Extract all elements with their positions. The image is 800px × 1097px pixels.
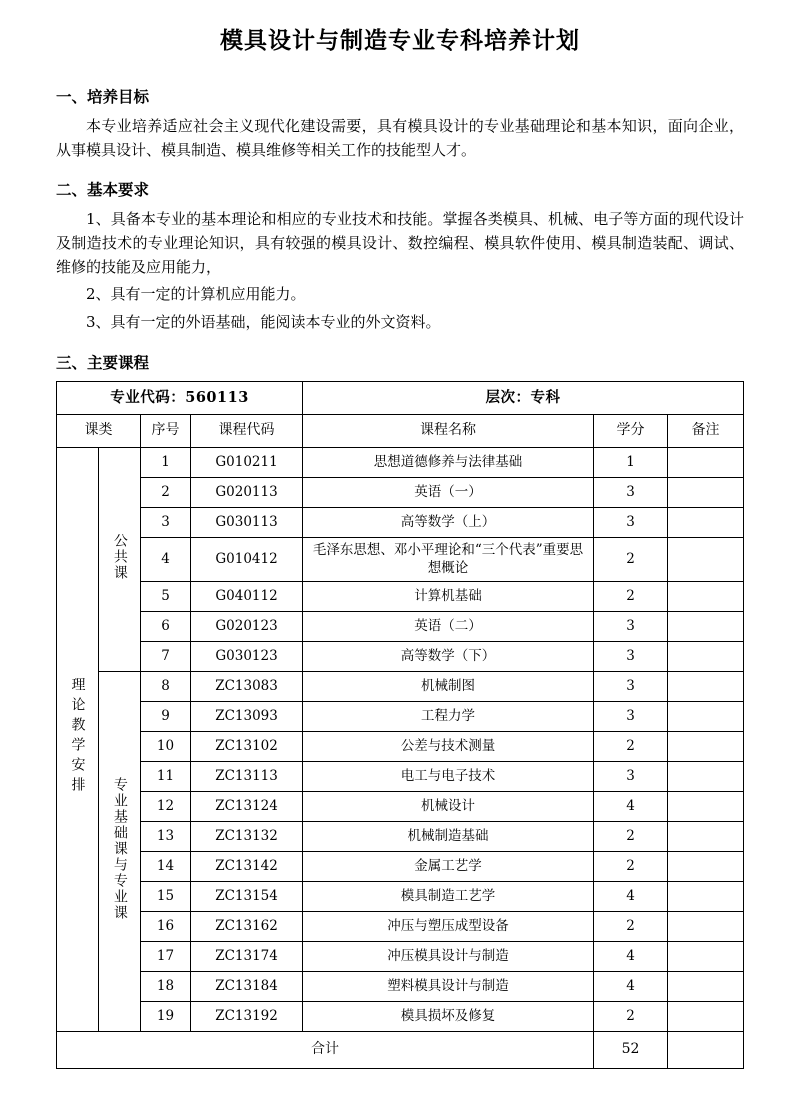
group-label-cell: [57, 447, 99, 1031]
row-name: 机械制图: [303, 671, 594, 701]
table-row: [57, 761, 744, 791]
row-credit: 2: [594, 851, 668, 881]
row-no: 8: [141, 671, 191, 701]
level-value: 专科: [530, 389, 561, 407]
row-name: 英语（二）: [303, 611, 594, 641]
row-note: [668, 941, 744, 971]
table-row: [57, 731, 744, 761]
table-total-row: [57, 1031, 744, 1068]
table-row: [57, 851, 744, 881]
section-paragraph-goals: 本专业培养适应社会主义现代化建设需要，具有模具设计的专业基础理论和基本知识，面向企业，从事模具设计、模具制造、模具维修等相关工作的技能型人才。: [56, 117, 744, 159]
row-no: 5: [141, 581, 191, 611]
header-course-code: 课程代码: [191, 414, 303, 447]
row-note: [668, 1001, 744, 1031]
table-row: [57, 477, 744, 507]
table-row: [57, 941, 744, 971]
row-credit: 4: [594, 941, 668, 971]
header-no: 序号: [141, 414, 191, 447]
row-credit: 3: [594, 671, 668, 701]
table-row: [57, 671, 744, 701]
row-code: G030123: [191, 641, 303, 671]
row-name: 金属工艺学: [303, 851, 594, 881]
row-code: ZC13113: [191, 761, 303, 791]
row-no: 17: [141, 941, 191, 971]
row-no: 12: [141, 791, 191, 821]
row-code: ZC13093: [191, 701, 303, 731]
table-row: [57, 1001, 744, 1031]
row-credit: 2: [594, 911, 668, 941]
row-name: 工程力学: [303, 701, 594, 731]
row-no: 1: [141, 447, 191, 477]
row-note: [668, 671, 744, 701]
subgroup-label-cell-public: [99, 447, 141, 671]
table-row: [57, 581, 744, 611]
row-note: [668, 881, 744, 911]
row-credit: 2: [594, 581, 668, 611]
header-note: 备注: [668, 414, 744, 447]
table-row: [57, 791, 744, 821]
row-name: 模具制造工艺学: [303, 881, 594, 911]
table-row: [57, 911, 744, 941]
row-credit: 3: [594, 477, 668, 507]
row-note: [668, 701, 744, 731]
row-name: 机械制造基础: [303, 821, 594, 851]
row-no: 9: [141, 701, 191, 731]
row-credit: 3: [594, 761, 668, 791]
table-row: [57, 881, 744, 911]
row-credit: 4: [594, 791, 668, 821]
row-note: [668, 641, 744, 671]
row-note: [668, 971, 744, 1001]
row-code: ZC13083: [191, 671, 303, 701]
row-credit: 1: [594, 447, 668, 477]
row-code: ZC13142: [191, 851, 303, 881]
row-no: 10: [141, 731, 191, 761]
row-no: 3: [141, 507, 191, 537]
course-plan-table: [56, 381, 744, 1069]
row-credit: 4: [594, 881, 668, 911]
group-label: 理论教学安排: [69, 676, 86, 797]
table-row: [57, 447, 744, 477]
row-note: [668, 447, 744, 477]
requirement-item-2: 2、具有一定的计算机应用能力。: [86, 285, 306, 304]
header-course-name: 课程名称: [303, 414, 594, 447]
row-name: 塑料模具设计与制造: [303, 971, 594, 1001]
row-code: G010412: [191, 537, 303, 581]
requirement-item-1: 1、具备本专业的基本理论和相应的专业技术和技能。掌握各类模具、机械、电子等方面的现代设计及制造技术的专业理论知识，具有较强的模具设计、数控编程、模具软件使用、模具制造装配、调试、维修的技能及应用能力，: [56, 210, 744, 276]
subgroup-label-cell-major: [99, 671, 141, 1031]
row-name: 毛泽东思想、邓小平理论和“三个代表”重要思想概论: [303, 537, 594, 581]
row-name: 冲压与塑压成型设备: [303, 911, 594, 941]
row-name: 公差与技术测量: [303, 731, 594, 761]
row-note: [668, 507, 744, 537]
major-code-label: 专业代码：: [110, 389, 186, 407]
row-no: 13: [141, 821, 191, 851]
row-credit: 3: [594, 701, 668, 731]
row-name: 高等数学（下）: [303, 641, 594, 671]
row-note: [668, 537, 744, 581]
total-label: 合计: [57, 1031, 594, 1068]
row-no: 6: [141, 611, 191, 641]
row-code: G020123: [191, 611, 303, 641]
section-heading-goals: 一、培养目标: [56, 88, 150, 106]
row-credit: 2: [594, 537, 668, 581]
row-credit: 2: [594, 1001, 668, 1031]
row-note: [668, 581, 744, 611]
table-row: [57, 701, 744, 731]
row-credit: 3: [594, 611, 668, 641]
subgroup-label-major: 专业基础课与专业课: [111, 776, 128, 921]
requirement-item-3: 3、具有一定的外语基础，能阅读本专业的外文资料。: [86, 313, 441, 332]
row-no: 2: [141, 477, 191, 507]
row-name: 英语（一）: [303, 477, 594, 507]
row-name: 模具损坏及修复: [303, 1001, 594, 1031]
table-row: [57, 611, 744, 641]
row-note: [668, 731, 744, 761]
row-note: [668, 821, 744, 851]
row-credit: 2: [594, 731, 668, 761]
row-note: [668, 791, 744, 821]
row-note: [668, 761, 744, 791]
row-code: ZC13124: [191, 791, 303, 821]
row-no: 19: [141, 1001, 191, 1031]
row-code: G020113: [191, 477, 303, 507]
total-note: [668, 1031, 744, 1068]
table-meta-row: [57, 381, 744, 414]
row-code: ZC13102: [191, 731, 303, 761]
row-name: 计算机基础: [303, 581, 594, 611]
level-cell: [303, 381, 744, 414]
row-no: 16: [141, 911, 191, 941]
row-no: 14: [141, 851, 191, 881]
row-name: 高等数学（上）: [303, 507, 594, 537]
row-name: 电工与电子技术: [303, 761, 594, 791]
subgroup-label-public: 公共课: [111, 532, 128, 581]
row-code: G040112: [191, 581, 303, 611]
level-label: 层次：: [485, 389, 531, 407]
row-code: ZC13162: [191, 911, 303, 941]
row-no: 18: [141, 971, 191, 1001]
row-code: G030113: [191, 507, 303, 537]
row-note: [668, 477, 744, 507]
row-code: ZC13184: [191, 971, 303, 1001]
section-heading-requirements: 二、基本要求: [56, 181, 150, 200]
course-plan-table-wrapper: [56, 381, 744, 1069]
row-code: ZC13154: [191, 881, 303, 911]
row-note: [668, 611, 744, 641]
header-category: 课类: [57, 414, 141, 447]
page-title: 模具设计与制造专业专科培养计划: [220, 28, 580, 54]
row-no: 4: [141, 537, 191, 581]
section-heading-courses: 三、主要课程: [56, 353, 150, 372]
major-code-cell: [57, 381, 303, 414]
total-credit: 52: [594, 1031, 668, 1068]
row-credit: 2: [594, 821, 668, 851]
row-note: [668, 851, 744, 881]
row-name: 机械设计: [303, 791, 594, 821]
table-row: [57, 641, 744, 671]
row-code: G010211: [191, 447, 303, 477]
row-credit: 3: [594, 641, 668, 671]
row-no: 7: [141, 641, 191, 671]
table-row: [57, 537, 744, 581]
row-credit: 4: [594, 971, 668, 1001]
row-no: 11: [141, 761, 191, 791]
table-header-row: [57, 414, 744, 447]
row-code: ZC13132: [191, 821, 303, 851]
row-code: ZC13192: [191, 1001, 303, 1031]
row-note: [668, 911, 744, 941]
row-code: ZC13174: [191, 941, 303, 971]
header-credit: 学分: [594, 414, 668, 447]
row-name: 思想道德修养与法律基础: [303, 447, 594, 477]
table-row: [57, 507, 744, 537]
row-name: 冲压模具设计与制造: [303, 941, 594, 971]
row-no: 15: [141, 881, 191, 911]
table-row: [57, 821, 744, 851]
row-credit: 3: [594, 507, 668, 537]
major-code-value: 560113: [185, 389, 249, 407]
table-row: [57, 971, 744, 1001]
